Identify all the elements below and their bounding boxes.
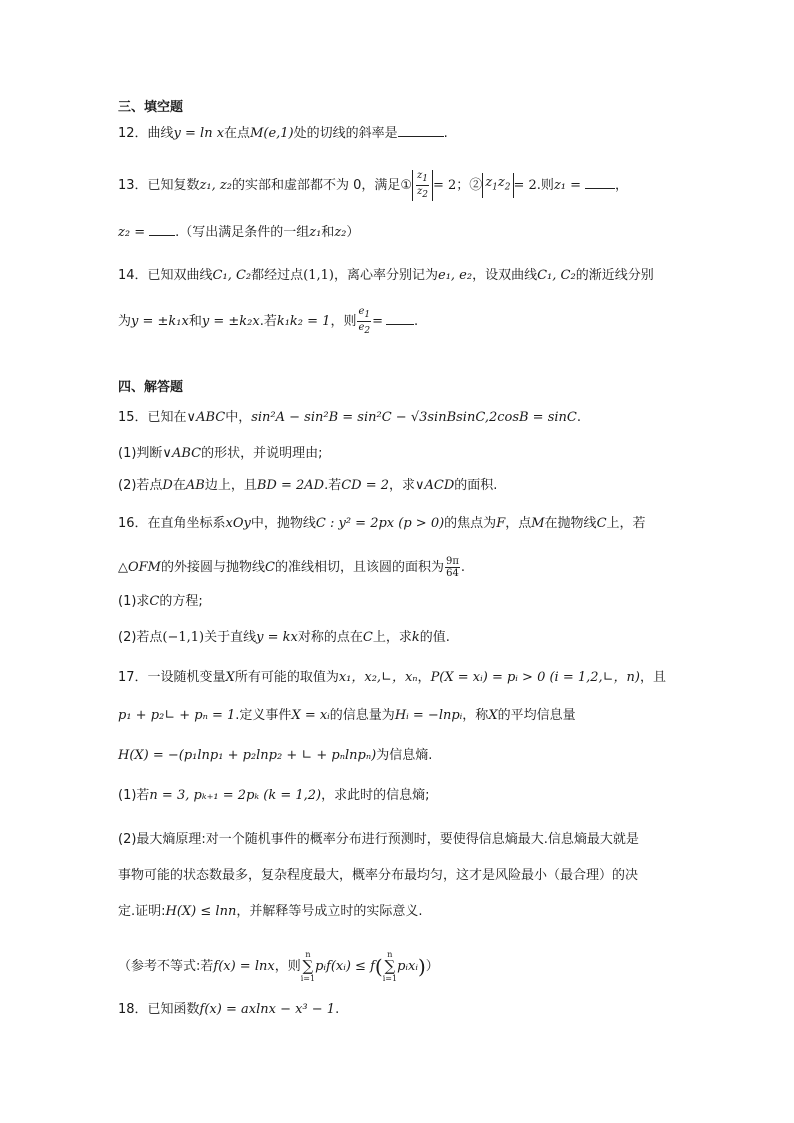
question-18 bbox=[118, 1000, 339, 1020]
q13-z1: z₁ = bbox=[553, 178, 582, 193]
q12-answer-blank[interactable] bbox=[398, 122, 444, 137]
q15-p2e: ，求∨ bbox=[389, 478, 425, 493]
question-17-line-3 bbox=[118, 746, 432, 766]
question-17-part-1 bbox=[118, 786, 430, 806]
q15-p2a: (2)若点 bbox=[118, 478, 163, 493]
q17-x: X bbox=[225, 670, 235, 685]
q16-text-e: 在抛物线 bbox=[544, 516, 597, 531]
q17-event: X = xᵢ bbox=[291, 708, 330, 723]
q17-inequality: H(X) ≤ lnn bbox=[165, 904, 237, 919]
q17-entropy: H(X) = −(p₁lnp₁ + p₂lnp₂ + ∟ + pₙlnpₙ) bbox=[118, 748, 377, 763]
q17-text-a: 17．一设随机变量 bbox=[118, 670, 226, 685]
q16-line: y = kx bbox=[256, 630, 298, 645]
q17-p1a: (1)若 bbox=[118, 788, 150, 803]
q14-text-h: 为 bbox=[118, 314, 132, 329]
q17-ref-e: ） bbox=[425, 959, 439, 974]
q14-answer-blank[interactable] bbox=[386, 310, 414, 325]
q16-p2a: (2)若点 bbox=[118, 630, 163, 645]
section-answer-title: 四、解答题 bbox=[118, 380, 184, 395]
q15-triangle-acd: ACD bbox=[424, 478, 455, 493]
q16-p2d: 上，求 bbox=[372, 630, 412, 645]
q16-p2c: 对称的点在 bbox=[297, 630, 363, 645]
q17-p2d: ，并解释等号成立时的实际意义. bbox=[236, 904, 423, 919]
q17-fx: f(x) = lnx bbox=[213, 959, 275, 974]
q13-z: z₁, z₂ bbox=[199, 178, 232, 193]
q12-text-b: 在点 bbox=[224, 126, 251, 141]
q12-curve: y = ln x bbox=[173, 126, 225, 141]
q17-values: x₁，x₂,∟，xₙ bbox=[338, 670, 418, 685]
question-13-line-2 bbox=[118, 221, 359, 243]
q15-p1a: (1)判断∨ bbox=[118, 446, 172, 461]
q14-curves-2: C₁, C₂ bbox=[537, 268, 576, 283]
q14-asymptote-2: y = ±k₂x bbox=[201, 314, 260, 329]
question-15-part-1 bbox=[118, 444, 322, 464]
q14-and: 和 bbox=[188, 314, 202, 329]
q15-p1b: 的形状，并说明理由; bbox=[201, 446, 323, 461]
question-16-line-2 bbox=[118, 556, 465, 579]
q13-z2-blank[interactable] bbox=[149, 221, 175, 236]
question-17-line-2 bbox=[118, 706, 576, 726]
q13-close: ） bbox=[346, 225, 360, 240]
q15-triangle-2: ABC bbox=[171, 446, 202, 461]
q17-text-f: 的信息量为 bbox=[329, 708, 395, 723]
q16-text-d: ，点 bbox=[505, 516, 532, 531]
q16-point-m: M bbox=[531, 516, 545, 531]
q16-c: C bbox=[596, 516, 607, 531]
q14-ratio: $\frac{e_1}{e_2}$ bbox=[358, 306, 371, 336]
q13-text-a: 13．已知复数 bbox=[118, 178, 200, 193]
q18-text-a: 18．已知函数 bbox=[118, 1002, 200, 1017]
q16-area-fraction bbox=[445, 556, 460, 579]
q17-p2c: 定.证明: bbox=[118, 904, 166, 919]
q13-eq1: = 2；② bbox=[433, 178, 483, 193]
q16-text-b: 中，抛物线 bbox=[250, 516, 316, 531]
q15-point-d: D bbox=[162, 478, 173, 493]
q14-end: . bbox=[414, 314, 419, 329]
q15-p2f: 的面积. bbox=[454, 478, 498, 493]
q14-curves: C₁, C₂ bbox=[212, 268, 252, 283]
question-17-reference: （参考不等式:若f(x) = lnx，则n ∑ i=1pᵢf(xᵢ) ≤ f( n ∑ i=1pᵢxᵢ)） bbox=[118, 950, 439, 983]
q16-point: (−1,1) bbox=[162, 630, 205, 645]
q17-text-b: 所有可能的取值为 bbox=[234, 670, 339, 685]
q17-p1b: ，求此时的信息熵; bbox=[321, 788, 430, 803]
q17-sum-symbol-1: n ∑ i=1 bbox=[300, 950, 316, 983]
q16-p1b: 的方程; bbox=[159, 594, 203, 609]
q15-p2c: 边上，且 bbox=[204, 478, 257, 493]
q14-text-i: .若 bbox=[259, 314, 277, 329]
question-17-part-2-line-2: 事物可能的状态数最多，复杂程度最大，概率分布最均匀，这才是风险最小（最合理）的决 bbox=[118, 868, 639, 883]
q17-recurrence: pₖ₊₁ = 2pₖ (k = 1,2) bbox=[193, 788, 322, 803]
q16-numerator: 9π bbox=[445, 556, 459, 567]
q16-l2d: . bbox=[460, 560, 466, 575]
q15-end: . bbox=[576, 410, 581, 425]
q13-abs-fraction: $\frac{z_1}{z_2}$ bbox=[412, 170, 433, 201]
q16-c-4: C bbox=[362, 630, 373, 645]
q17-text-d: ，且 bbox=[640, 670, 667, 685]
q15-p2b: 在 bbox=[172, 478, 186, 493]
q14-text-g: 的渐近线分别 bbox=[575, 268, 654, 283]
q16-text-f: 上，若 bbox=[606, 516, 646, 531]
q12-point: M(e,1) bbox=[250, 126, 294, 141]
q17-sum: p₁ + p₂∟ + pₙ = 1 bbox=[118, 708, 236, 723]
question-12 bbox=[118, 122, 448, 144]
q12-text-c: 处的切线的斜率是 bbox=[293, 126, 398, 141]
q16-focus: F bbox=[496, 516, 506, 531]
q13-z2: z₂ = bbox=[118, 225, 146, 240]
q17-text-e: .定义事件 bbox=[235, 708, 292, 723]
q16-denominator: 64 bbox=[446, 568, 459, 579]
q17-probability: P(X = xᵢ) = pᵢ > 0 (i = 1,2,∟，n) bbox=[430, 670, 640, 685]
q16-c-3: C bbox=[149, 594, 160, 609]
q13-z1-blank[interactable] bbox=[585, 174, 615, 189]
q15-text-a: 15．已知在∨ bbox=[118, 410, 197, 425]
question-16-part-1 bbox=[118, 592, 203, 612]
q14-point: (1,1) bbox=[303, 268, 334, 283]
q16-l2c: 的准线相切，且该圆的面积为 bbox=[274, 560, 444, 575]
question-15 bbox=[118, 408, 581, 428]
q14-text-a: 14．已知双曲线 bbox=[118, 268, 213, 283]
question-16-line-1 bbox=[118, 514, 646, 534]
q17-ref-d: pᵢxᵢ bbox=[397, 959, 418, 974]
q17-text-c: ， bbox=[417, 670, 431, 685]
q16-text-a: 16．在直角坐标系 bbox=[118, 516, 226, 531]
q16-triangle: OFM bbox=[128, 560, 161, 575]
q15-equation: sin²A − sin²B = sin²C − √3sinBsinC,2cosB = sinC bbox=[251, 410, 577, 425]
q17-information: Hᵢ = −lnpᵢ bbox=[394, 708, 463, 723]
q17-sum-symbol-2: n ∑ i=1 bbox=[382, 950, 398, 983]
q17-ref-b: ，则 bbox=[274, 959, 301, 974]
q17-text-i: 为信息熵. bbox=[376, 748, 433, 763]
q16-p2e: 的值. bbox=[419, 630, 450, 645]
q15-bd: BD = 2AD bbox=[256, 478, 325, 493]
question-14-line-1 bbox=[118, 266, 654, 286]
q16-p1a: (1)求 bbox=[118, 594, 150, 609]
q16-parabola: C : y² = 2px (p > 0) bbox=[315, 516, 445, 531]
q17-ref-a: （参考不等式:若 bbox=[118, 959, 214, 974]
q13-abs-product: $z_1z_2$ bbox=[482, 173, 513, 198]
q16-l2b: 的外接圆与抛物线 bbox=[161, 560, 266, 575]
q15-p2d: .若 bbox=[324, 478, 342, 493]
question-17-part-2-line-3 bbox=[118, 902, 422, 922]
q15-cd: CD = 2 bbox=[341, 478, 390, 493]
q14-text-b: 都经过点 bbox=[251, 268, 304, 283]
question-15-part-2 bbox=[118, 476, 497, 496]
q17-x-2: X bbox=[488, 708, 498, 723]
q13-tail: .（写出满足条件的一组 bbox=[175, 225, 310, 240]
q13-z1b: z₁ bbox=[309, 225, 322, 240]
q14-text-d: ，离心率分别记为 bbox=[333, 268, 438, 283]
section-fill-title: 三、填空题 bbox=[118, 100, 184, 115]
q14-text-j: ，则 bbox=[330, 314, 357, 329]
q18-function: f(x) = axlnx − x³ − 1 bbox=[199, 1002, 336, 1017]
q16-text-c: 的焦点为 bbox=[444, 516, 497, 531]
q15-text-b: 中， bbox=[225, 410, 252, 425]
q16-k: k bbox=[411, 630, 420, 645]
q17-ref-c: pᵢf(xᵢ) ≤ f bbox=[315, 959, 375, 974]
q15-side-ab: AB bbox=[185, 478, 205, 493]
q16-l2a: △ bbox=[118, 560, 128, 575]
q13-comma: ， bbox=[615, 178, 629, 193]
q18-end: . bbox=[335, 1002, 340, 1017]
q13-and: 和 bbox=[321, 225, 335, 240]
q12-text-d: . bbox=[443, 126, 448, 141]
question-17-part-2-line-1: (2)最大熵原理:对一个随机事件的概率分布进行预测时，要使得信息熵最大.信息熵最大就是 bbox=[118, 832, 639, 847]
q13-text-b: 的实部和虚部都不为 0，满足① bbox=[231, 178, 412, 193]
question-17-line-1 bbox=[118, 668, 666, 688]
q14-eccentricities: e₁, e₂ bbox=[438, 268, 473, 283]
q16-p2b: 关于直线 bbox=[204, 630, 257, 645]
q13-z2b: z₂ bbox=[334, 225, 347, 240]
question-16-part-2 bbox=[118, 628, 450, 648]
q17-text-h: 的平均信息量 bbox=[497, 708, 576, 723]
question-13-line-1 bbox=[118, 170, 628, 201]
q17-n: n = 3, bbox=[149, 788, 190, 803]
question-14-line-2 bbox=[118, 306, 418, 337]
q14-eq: = bbox=[372, 314, 384, 329]
q16-c-2: C bbox=[265, 560, 275, 575]
q15-triangle: ABC bbox=[196, 410, 226, 425]
q16-system: xOy bbox=[225, 516, 251, 531]
q13-eq2: = 2.则 bbox=[513, 178, 554, 193]
q14-text-f: ，设双曲线 bbox=[472, 268, 538, 283]
q12-text-a: 12．曲线 bbox=[118, 126, 174, 141]
q14-asymptote-1: y = ±k₁x bbox=[131, 314, 189, 329]
q17-text-g: ，称 bbox=[462, 708, 489, 723]
q14-kk: k₁k₂ = 1 bbox=[276, 314, 331, 329]
